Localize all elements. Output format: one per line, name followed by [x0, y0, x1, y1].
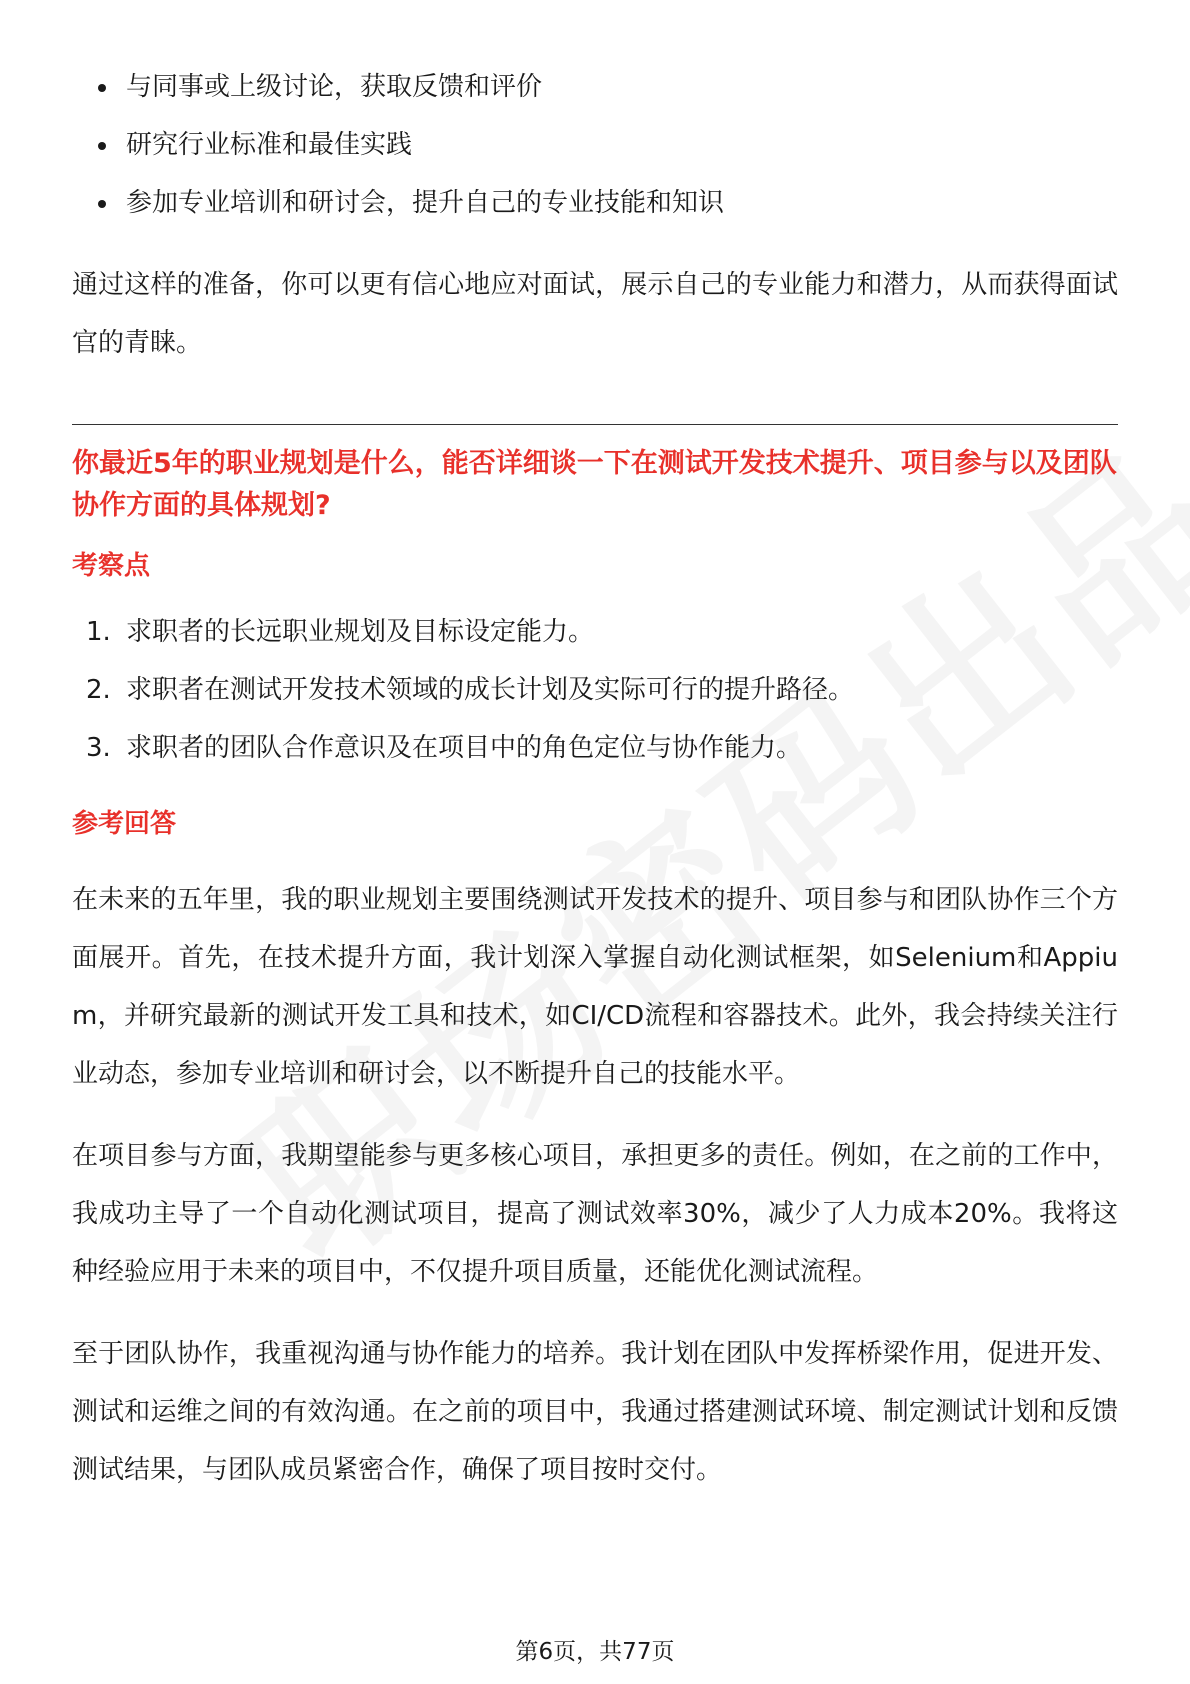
focus-label: 考察点	[72, 551, 151, 581]
bullet-item: 参加专业培训和研讨会，提升自己的专业技能和知识	[72, 174, 1118, 232]
focus-point-item	[72, 661, 1118, 719]
answer-paragraph: 在项目参与方面，我期望能参与更多核心项目，承担更多的责任。例如，在之前的工作中，我成功主导了一个自动化测试项目，提高了测试效率30%，减少了人力成本20%。我将这种经验应用于未来的项目中，不仅提升项目质量，还能优化测试流程。	[72, 1141, 1118, 1287]
focus-point-item	[72, 719, 1118, 777]
bullet-item: 研究行业标准和最佳实践	[72, 116, 1118, 174]
focus-point-number: 3.	[86, 733, 111, 763]
section-divider	[72, 424, 1118, 425]
focus-point-number: 2.	[86, 675, 111, 705]
interview-question: 你最近5年的职业规划是什么，能否详细谈一下在测试开发技术提升、项目参与以及团队协作方面的具体规划?	[72, 448, 1117, 521]
focus-point-number: 1.	[86, 617, 111, 647]
answer-paragraph: 至于团队协作，我重视沟通与协作能力的培养。我计划在团队中发挥桥梁作用，促进开发、测试和运维之间的有效沟通。在之前的项目中，我通过搭建测试环境、制定测试计划和反馈测试结果，与团队成员紧密合作，确保了项目按时交付。	[72, 1339, 1118, 1485]
focus-point-text: 求职者的团队合作意识及在项目中的角色定位与协作能力。	[126, 733, 803, 763]
page-content	[72, 58, 1118, 1499]
page-number-footer: 第6页，共77页	[515, 1639, 675, 1665]
focus-point-list	[72, 603, 1118, 777]
focus-point-item	[72, 603, 1118, 661]
intro-paragraph: 通过这样的准备，你可以更有信心地应对面试，展示自己的专业能力和潜力，从而获得面试官的青睐。	[72, 270, 1118, 358]
bullet-item: 与同事或上级讨论，获取反馈和评价	[72, 58, 1118, 116]
focus-point-text: 求职者在测试开发技术领域的成长计划及实际可行的提升路径。	[126, 675, 855, 705]
answer-paragraph: 在未来的五年里，我的职业规划主要围绕测试开发技术的提升、项目参与和团队协作三个方面展开。首先，在技术提升方面，我计划深入掌握自动化测试框架，如Selenium和Appium，并研究最新的测试开发工具和技术，如CI/CD流程和容器技术。此外，我会持续关注行业动态，参加专业培训和研讨会，以不断提升自己的技能水平。	[72, 885, 1118, 1089]
preparation-bullet-list	[72, 58, 1118, 232]
answer-label: 参考回答	[72, 809, 177, 839]
focus-point-text: 求职者的长远职业规划及目标设定能力。	[126, 617, 595, 647]
